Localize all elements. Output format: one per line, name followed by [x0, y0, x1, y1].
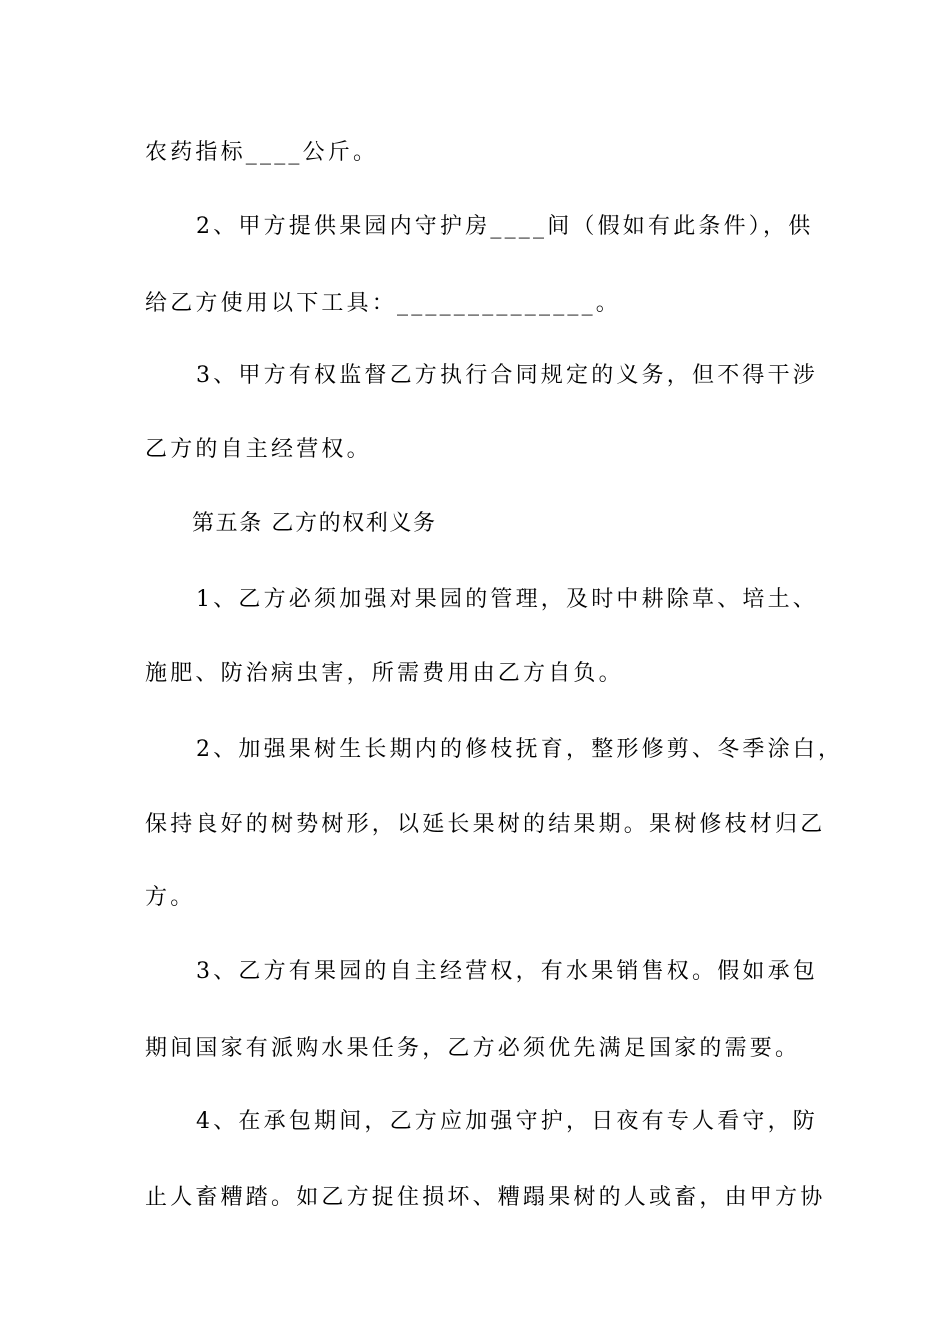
- clause-item-2: 2、甲方提供果园内守护房____间（假如有此条件），供: [196, 214, 814, 239]
- text-line: 给乙方使用以下工具：______________。: [145, 291, 622, 316]
- text-line: 施肥、防治病虫害，所需费用由乙方自负。: [145, 661, 624, 686]
- text-line: 乙方的自主经营权。: [145, 437, 372, 462]
- text-line: 农药指标____公斤。: [145, 140, 379, 165]
- clause-item-1: 1、乙方必须加强对果园的管理，及时中耕除草、培土、: [196, 587, 818, 612]
- clause-item-4: 4、在承包期间，乙方应加强守护，日夜有专人看守，防: [196, 1109, 818, 1134]
- clause-item-3: 3、乙方有果园的自主经营权，有水果销售权。假如承包: [196, 959, 818, 984]
- text-line: 方。: [145, 885, 196, 910]
- section-heading: 第五条 乙方的权利义务: [192, 511, 437, 536]
- text-line: 止人畜糟踏。如乙方捉住损坏、糟蹋果树的人或畜，由甲方协: [145, 1185, 826, 1210]
- clause-item-3: 3、甲方有权监督乙方执行合同规定的义务，但不得干涉: [196, 363, 818, 388]
- clause-item-2: 2、加强果树生长期内的修枝抚育，整形修剪、冬季涂白，: [196, 737, 844, 762]
- text-line: 期间国家有派购水果任务，乙方必须优先满足国家的需要。: [145, 1036, 801, 1061]
- text-line: 保持良好的树势树形，以延长果树的结果期。果树修枝材归乙: [145, 812, 826, 837]
